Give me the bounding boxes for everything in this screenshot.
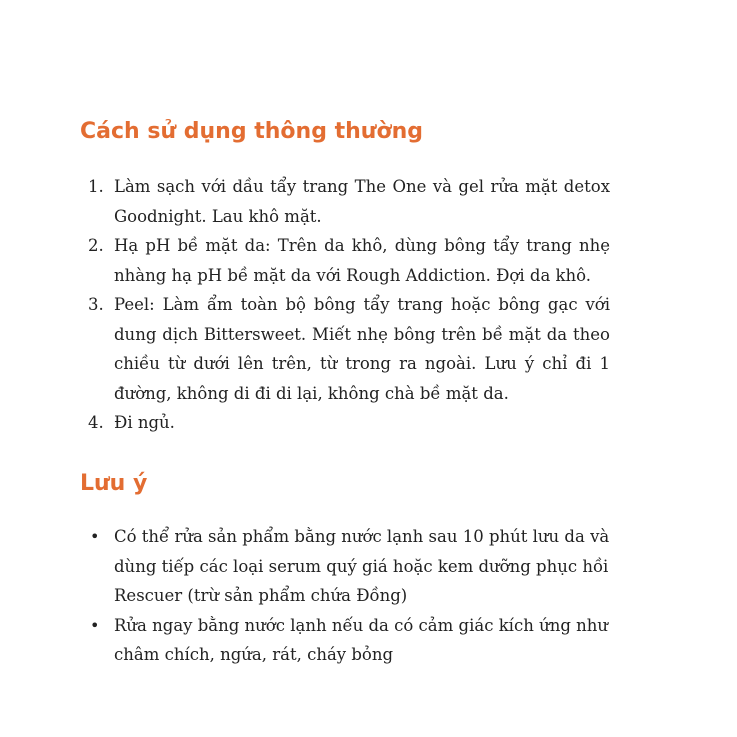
notes-heading: Lưu ý [80,471,148,496]
step-item [88,290,610,408]
notes-list [90,522,610,670]
bullet-icon: • [90,615,100,635]
step-number: 2. [88,236,104,255]
step-number: 1. [88,177,104,196]
step-number: 4. [88,413,104,432]
note-text: Có thể rửa sản phẩm bằng nước lạnh sau 10 phút lưu da và dùng tiếp các loại serum quý giá hoặc kem dưỡng phục hồi Rescuer (trừ sản phẩm chứa Đồng) [114,527,610,605]
note-item [90,611,610,670]
note-text: Rửa ngay bằng nước lạnh nếu da có cảm giác kích ứng như châm chích, ngứa, rát, cháy bỏng [114,615,609,664]
usage-steps-list [88,172,610,438]
step-text: Peel: Làm ẩm toàn bộ bông tẩy trang hoặc bông gạc với dung dịch Bittersweet. Miết nhẹ bông trên bề mặt da theo chiều từ dưới lên trên, từ trong ra ngoài. Lưu ý chỉ đi 1 đường, không di đi di lại, không chà bề mặt da. [114,295,610,403]
step-text: Làm sạch với dầu tẩy trang The One và gel rửa mặt detox Goodnight. Lau khô mặt. [114,177,610,226]
step-item [88,408,610,438]
usage-heading: Cách sử dụng thông thường [80,119,423,144]
note-item [90,522,610,611]
step-text: Đi ngủ. [114,413,175,432]
step-item [88,172,610,231]
step-item [88,231,610,290]
step-number: 3. [88,295,104,314]
step-text: Hạ pH bề mặt da: Trên da khô, dùng bông tẩy trang nhẹ nhàng hạ pH bề mặt da với Rough Addiction. Đợi da khô. [114,236,610,285]
bullet-icon: • [90,527,100,546]
